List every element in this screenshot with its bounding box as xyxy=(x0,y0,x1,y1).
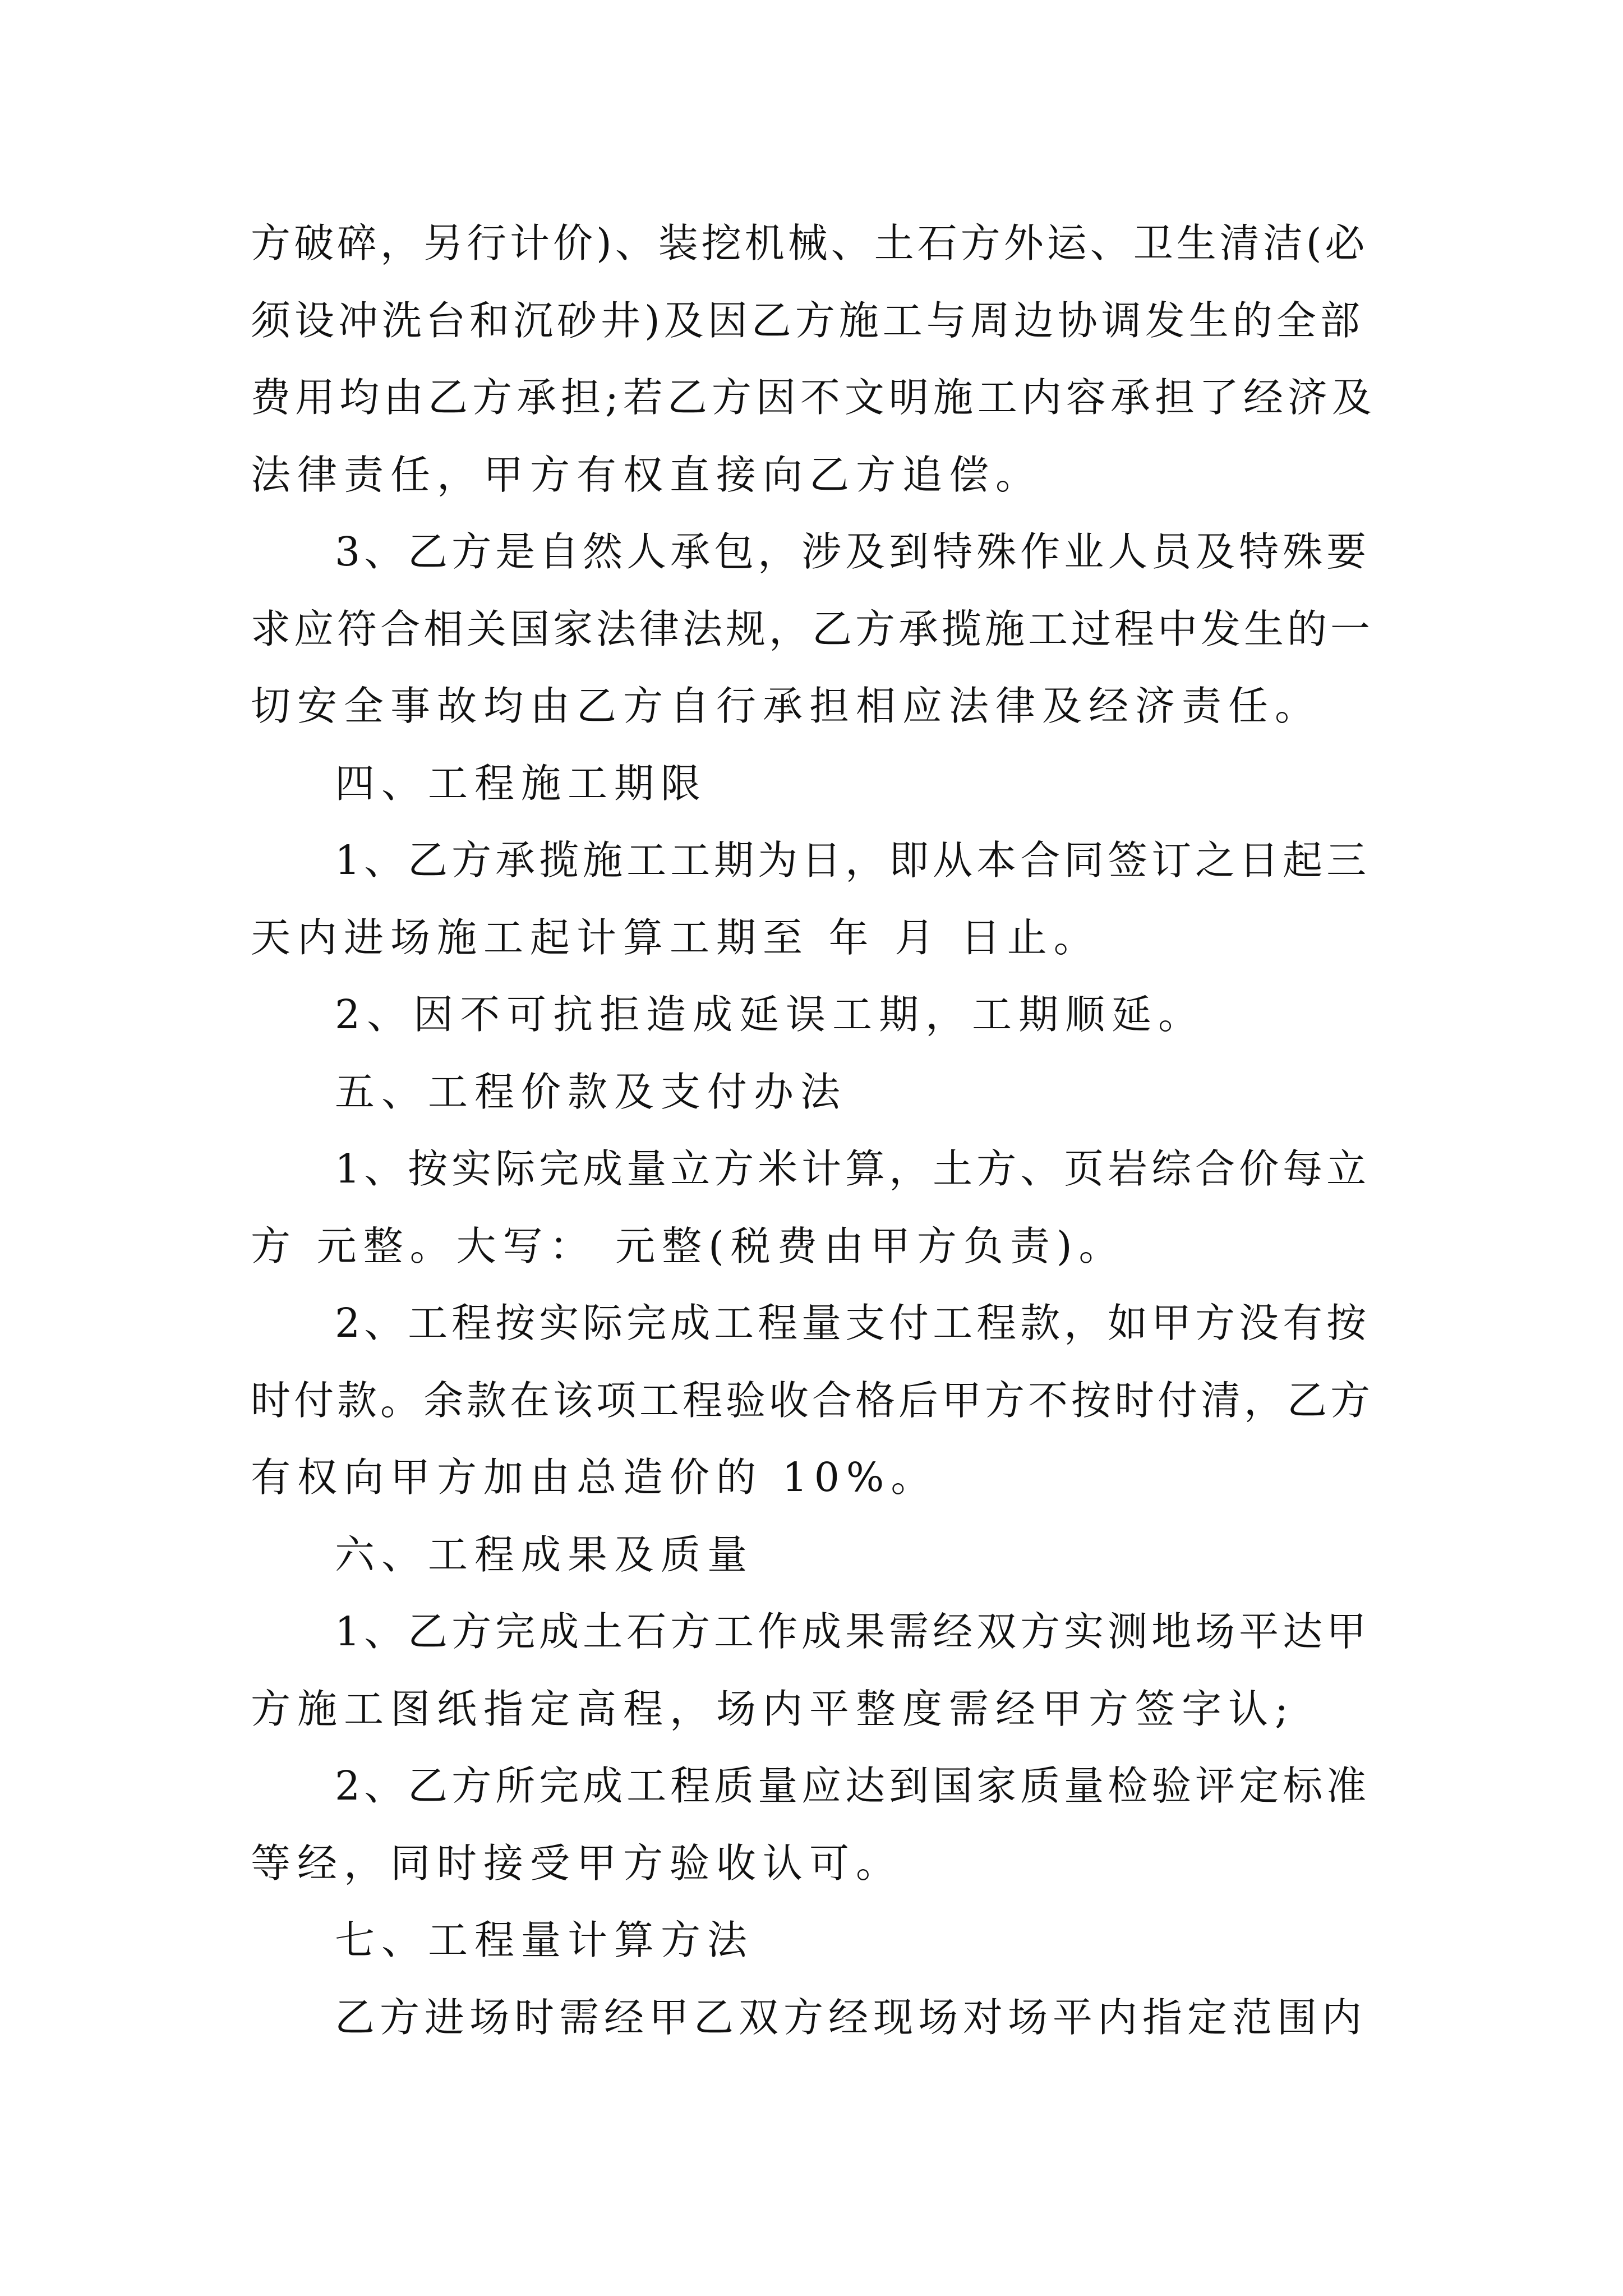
text-line-9: 1、乙方承揽施工工期为日，即从本合同签订之日起三 xyxy=(335,837,1371,884)
text-line-6: 求应符合相关国家法律法规，乙方承揽施工过程中发生的一 xyxy=(251,605,1374,652)
text-line-13: 1、按实际完成量立方米计算，土方、页岩综合价每立 xyxy=(335,1145,1371,1192)
text-line-24: 乙方进场时需经甲乙双方经现场对场平内指定范围内 xyxy=(335,1994,1367,2041)
section-heading-6: 六、工程成果及质量 xyxy=(335,1531,754,1578)
text-line-7: 切安全事故均由乙方自行承担相应法律及经济责任。 xyxy=(251,683,1322,729)
text-line-2: 须设冲洗台和沉砂井)及因乙方施工与周边协调发生的全部 xyxy=(251,297,1364,344)
section-heading-7: 七、工程量计算方法 xyxy=(335,1917,754,1963)
text-line-4: 法律责任，甲方有权直接向乙方追偿。 xyxy=(251,451,1043,498)
text-line-10: 天内进场施工起计算工期至 年 月 日止。 xyxy=(251,914,1100,961)
text-line-20: 方施工图纸指定高程，场内平整度需经甲方签字认; xyxy=(251,1685,1295,1732)
text-line-17: 有权向甲方加由总造价的 10%。 xyxy=(251,1454,938,1501)
text-line-14: 方 元整。大写： 元整(税费由甲方负责)。 xyxy=(251,1222,1126,1269)
section-heading-5: 五、工程价款及支付办法 xyxy=(335,1068,847,1115)
section-heading-4: 四、工程施工期限 xyxy=(335,760,708,807)
text-line-16: 时付款。余款在该项工程验收合格后甲方不按时付清，乙方 xyxy=(251,1377,1374,1424)
text-line-22: 等经，同时接受甲方验收认可。 xyxy=(251,1839,903,1887)
text-line-1: 方破碎，另行计价)、装挖机械、土石方外运、卫生清洁(必 xyxy=(251,220,1368,266)
text-line-19: 1、乙方完成土石方工作成果需经双方实测地场平达甲 xyxy=(335,1608,1371,1655)
text-line-3: 费用均由乙方承担;若乙方因不文明施工内容承担了经济及 xyxy=(251,374,1376,421)
text-line-5: 3、乙方是自然人承包，涉及到特殊作业人员及特殊要 xyxy=(335,528,1371,575)
text-line-21: 2、乙方所完成工程质量应达到国家质量检验评定标准 xyxy=(335,1763,1371,1809)
contract-text-block xyxy=(251,205,1378,2056)
text-line-11: 2、因不可抗拒造成延误工期，工期顺延。 xyxy=(335,991,1205,1038)
text-line-15: 2、工程按实际完成工程量支付工程款，如甲方没有按 xyxy=(335,1300,1371,1346)
